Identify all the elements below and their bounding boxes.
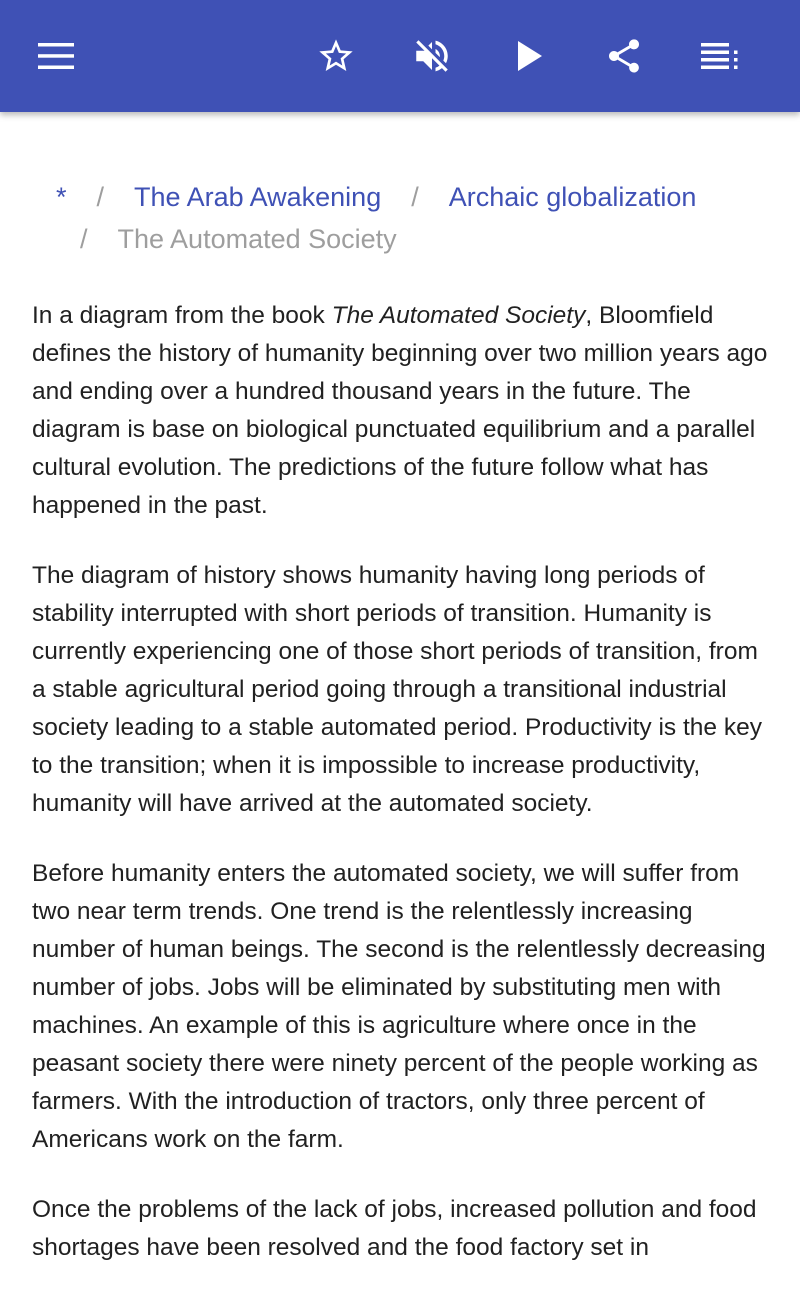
star-outline-icon	[316, 36, 356, 76]
volume-off-icon	[411, 35, 453, 77]
paragraph-3: Before humanity enters the automated society, we will suffer from two near term trends. One trend is the relentlessly increasing number of human beings. The second is the relentlessly decreasing number of jobs. Jobs will be eliminated by substituting men with machines. An example of this is agriculture where once in the peasant society there were ninety percent of the people working as farmers. With the introduction of tractors, only three percent of Americans work on the farm.	[32, 860, 766, 1153]
breadcrumb-home[interactable]: *	[56, 182, 67, 212]
share-button[interactable]	[596, 28, 652, 84]
share-icon	[604, 36, 644, 76]
paragraph-text: , Bloomfield defines the history of humanity beginning over two million years ago and ending over a hundred thousand years in the future. The diagram is base on biological punctuated equilibrium and a parallel cultural evolution. The predictions of the future follow what has happened in the past.	[32, 302, 768, 519]
breadcrumb-current: The Automated Society	[117, 224, 397, 254]
breadcrumb-separator: /	[80, 224, 88, 254]
breadcrumb-separator: /	[96, 182, 105, 212]
article-body	[32, 297, 772, 1299]
breadcrumb	[56, 176, 756, 260]
play-icon	[516, 40, 544, 72]
mute-button[interactable]	[404, 28, 460, 84]
book-title: The Automated Society	[331, 302, 586, 329]
breadcrumb-line-2	[56, 218, 756, 260]
paragraph-4: Once the problems of the lack of jobs, increased pollution and food shortages have been resolved and the food factory set in	[32, 1196, 757, 1261]
menu-button[interactable]	[28, 28, 84, 84]
contents-button[interactable]	[692, 28, 748, 84]
breadcrumb-item-archaic-globalization[interactable]: Archaic globalization	[448, 182, 697, 212]
list-contents-icon	[701, 43, 739, 69]
paragraph-1	[32, 297, 772, 525]
breadcrumb-item-arab-awakening[interactable]: The Arab Awakening	[134, 182, 382, 212]
favorite-button[interactable]	[308, 28, 364, 84]
breadcrumb-separator: /	[411, 182, 419, 212]
hamburger-menu-icon	[38, 43, 74, 69]
paragraph-2: The diagram of history shows humanity having long periods of stability interrupted with short periods of transition. Humanity is currently experiencing one of those short periods of transition, from a stable agricultural period going through a transitional industrial society leading to a stable automated period. Productivity is the key to the transition; when it is impossible to increase productivity, humanity will have arrived at the automated society.	[32, 562, 762, 817]
paragraph-text: In a diagram from the book	[32, 302, 332, 329]
breadcrumb-line-1	[56, 176, 756, 218]
app-bar	[0, 0, 800, 112]
play-button[interactable]	[502, 28, 558, 84]
